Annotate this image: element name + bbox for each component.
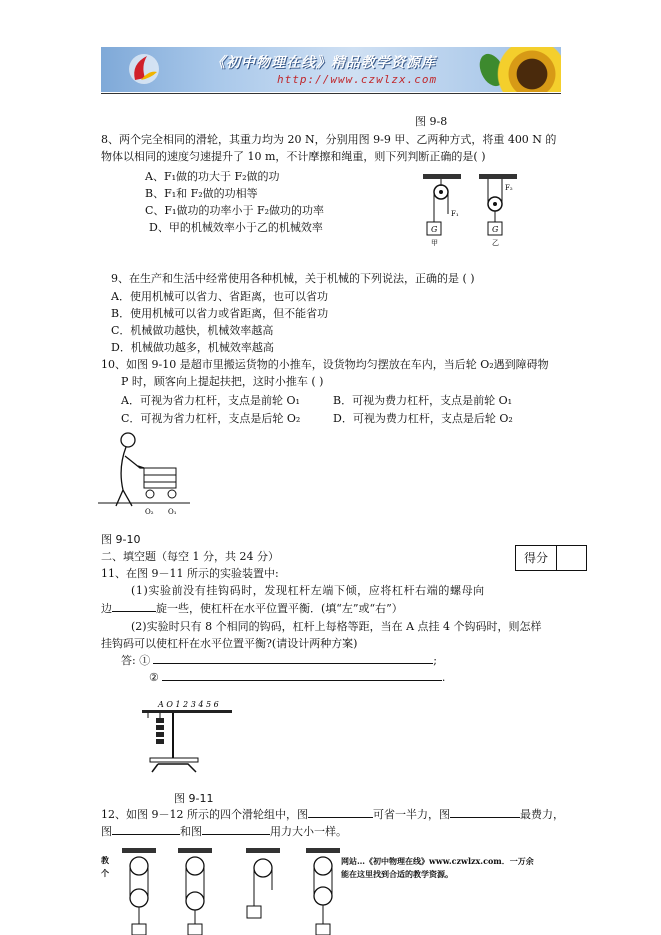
- footer-left-2: 个: [101, 868, 109, 878]
- sunflower-icon: [491, 47, 561, 92]
- answer-label-1: 答: ①: [121, 654, 151, 667]
- label-f1: F₁: [451, 210, 459, 218]
- q10-option-a: A．可视为省力杠杆，支点是前轮 O₁: [121, 394, 300, 407]
- q10-option-c: C．可视为省力杠杆，支点是后轮 O₂: [121, 412, 301, 425]
- site-logo-icon: [127, 52, 161, 86]
- q8-option-b: B、F₁和 F₂做的功相等: [145, 187, 258, 200]
- q12-blank-equal-1[interactable]: [112, 824, 180, 835]
- answer-label-2: ②: [149, 671, 159, 684]
- pulley-figure-9-9: [415, 172, 520, 247]
- q10-line1: 10、如图 9-10 是超市里搬运货物的小推车，设货物均匀摆放在车内，当后轮 O₂遇到障碍物: [101, 358, 549, 371]
- q12-blank-most-force[interactable]: [450, 807, 520, 818]
- q11-part1-prefix: 边: [101, 602, 112, 615]
- label-o2: O₂: [145, 508, 154, 516]
- q11-answer-2: [149, 670, 445, 684]
- footer-right-2: 能在这里找到合适的教学资源。: [341, 869, 453, 879]
- pulley-set-3: [246, 848, 280, 918]
- q9-stem: 9、在生产和生活中经常使用各种机械，关于机械的下列说法，正确的是 ( ): [111, 272, 475, 285]
- q8-line1: 8、两个完全相同的滑轮，其重力均为 20 N，分别用图 9-9 甲、乙两种方式，将重 400 N 的: [101, 133, 557, 146]
- pulley-set-4: [306, 848, 340, 935]
- footer-right-1: 网站…《初中物理在线》www.czwlzx.com．一万余: [341, 856, 534, 866]
- q11-blank-direction[interactable]: [112, 601, 156, 612]
- q8-option-c: C、F₁做功的功率小于 F₂做功的功率: [145, 204, 324, 217]
- q11-part2-line1: (2)实验时只有 8 个相同的钩码，杠杆上每格等距，当在 A 点挂 4 个钩码时，则怎样: [131, 620, 542, 633]
- pulley-set-1: [122, 848, 156, 935]
- banner-title: 《初中物理在线》精品教学资源库: [211, 55, 436, 71]
- q12-line1-post: 最费力，: [520, 808, 564, 821]
- label-f2: F₂: [505, 184, 513, 192]
- figure-caption-9-10: 图 9-10: [101, 533, 141, 546]
- q11-answer-1: [121, 652, 437, 668]
- q9-option-b: B．使用机械可以省力或省距离，但不能省功: [111, 307, 329, 320]
- q12-line2-post: 用力大小一样。: [270, 825, 347, 838]
- q11-part1-suffix: 旋一些，使杠杆在水平位置平衡．(填“左”或“右”）: [156, 602, 403, 615]
- q8-line2: 物体以相同的速度匀速提升了 10 m，不计摩擦和绳重，则下列判断正确的是( ): [101, 150, 486, 163]
- q12-line1-pre: 12、如图 9－12 所示的四个滑轮组中，图: [101, 808, 308, 821]
- answer-1-punct: ;: [433, 654, 437, 667]
- pulley-set-2: [178, 848, 212, 935]
- q10-option-d: D．可视为费力杠杆，支点是后轮 O₂: [333, 412, 513, 425]
- q11-answer-blank-2[interactable]: [162, 670, 442, 681]
- header-divider: [101, 93, 561, 94]
- q11-stem: 11、在图 9－11 所示的实验装置中:: [101, 567, 279, 580]
- banner-url[interactable]: http://www.czwlzx.com: [277, 73, 438, 86]
- label-g1: G: [431, 225, 438, 234]
- q11-part1-line1: (1)实验前没有挂钩码时，发现杠杆左端下倾，应将杠杆右端的螺母向: [131, 584, 485, 597]
- q9-option-c: C．机械做功越快，机械效率越高: [111, 324, 274, 337]
- answer-2-punct: .: [441, 671, 446, 684]
- q12-line2-pre: 图: [101, 825, 112, 838]
- q9-option-a: A．使用机械可以省力、省距离，也可以省功: [111, 290, 328, 303]
- q12-line1-mid: 可省一半力，图: [373, 808, 450, 821]
- q12-line2: [101, 823, 347, 839]
- q9-option-d: D．机械做功越多，机械效率越高: [111, 341, 274, 354]
- figure-caption-9-11: 图 9-11: [174, 792, 214, 805]
- lever-figure-9-11: [140, 696, 235, 776]
- q10-option-b: B．可视为费力杠杆，支点是前轮 O₁: [333, 394, 513, 407]
- cart-figure-9-10: [98, 428, 193, 520]
- pulley-figures-9-12: [110, 846, 355, 935]
- label-o1: O₁: [168, 508, 177, 516]
- lever-scale-labels: A O 1 2 3 4 5 6: [158, 700, 219, 709]
- figure-caption-9-8: 图 9-8: [415, 115, 448, 128]
- q8-option-a: A、F₁做的功大于 F₂做的功: [145, 170, 280, 183]
- q11-part2-line2: 挂钩码可以使杠杆在水平位置平衡?(请设计两种方案): [101, 637, 358, 650]
- q11-answer-blank-1[interactable]: [153, 653, 433, 664]
- label-yi: 乙: [492, 239, 499, 247]
- header-banner: [101, 47, 561, 92]
- label-jia: 甲: [431, 239, 438, 247]
- label-g2: G: [492, 225, 499, 234]
- q12-line1: [101, 806, 564, 822]
- score-box: [515, 545, 587, 571]
- q8-option-d: D、甲的机械效率小于乙的机械效率: [149, 221, 323, 234]
- score-label: 得分: [516, 546, 557, 570]
- q10-line2: P 时，顾客向上提起扶把，这时小推车 ( ): [121, 375, 324, 388]
- footer-left-1: 教: [101, 855, 109, 865]
- q12-line2-mid: 和图: [180, 825, 202, 838]
- q12-blank-half-force[interactable]: [308, 807, 373, 818]
- section-2-title: 二、填空题（每空 1 分，共 24 分）: [101, 550, 279, 563]
- q11-part1-line2: [101, 600, 403, 616]
- q12-blank-equal-2[interactable]: [202, 824, 270, 835]
